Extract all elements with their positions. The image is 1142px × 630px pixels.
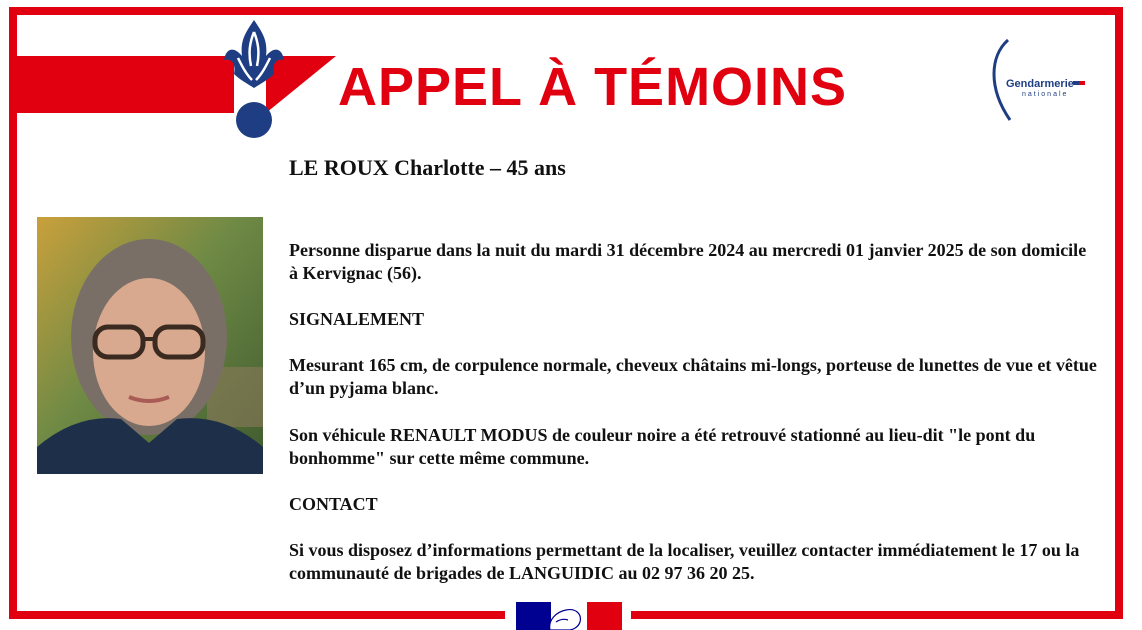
signalement-heading: SIGNALEMENT [289,309,425,329]
page-title: APPEL À TÉMOINS [338,57,848,117]
contact-heading: CONTACT [289,494,378,514]
gendarmerie-subtitle: nationale [1022,91,1069,98]
contact-text: Si vous disposez d’informations permettant de la localiser, veuillez contacter immédiatement le 17 ou la communauté de brigades de LANGUIDIC au 02 97 36 20 25. [289,540,1080,583]
disappearance-text: Personne disparue dans la nuit du mardi 31 décembre 2024 au mercredi 01 janvier 2025 de son domicile à Kervignac (56). [289,240,1087,283]
gendarmerie-wordmark: Gendarmerie [1006,78,1074,90]
description-text: Mesurant 165 cm, de corpulence normale, cheveux châtains mi-longs, porteuse de lunettes de vue et vêtue d’un pyjama blanc. [289,355,1097,398]
grenade-emblem-icon [218,18,290,142]
vehicle-text: Son véhicule RENAULT MODUS de couleur noire a été retrouvé stationné au lieu-dit "le pont du bonhomme" sur cette même commune. [289,425,1036,468]
portrait-photo-icon [37,217,263,474]
title-banner-bar [9,56,234,113]
person-heading: LE ROUX Charlotte – 45 ans [289,155,566,180]
missing-person-photo [37,217,263,474]
marianne-logo-icon [516,602,622,630]
gendarmerie-logo [984,36,1092,126]
